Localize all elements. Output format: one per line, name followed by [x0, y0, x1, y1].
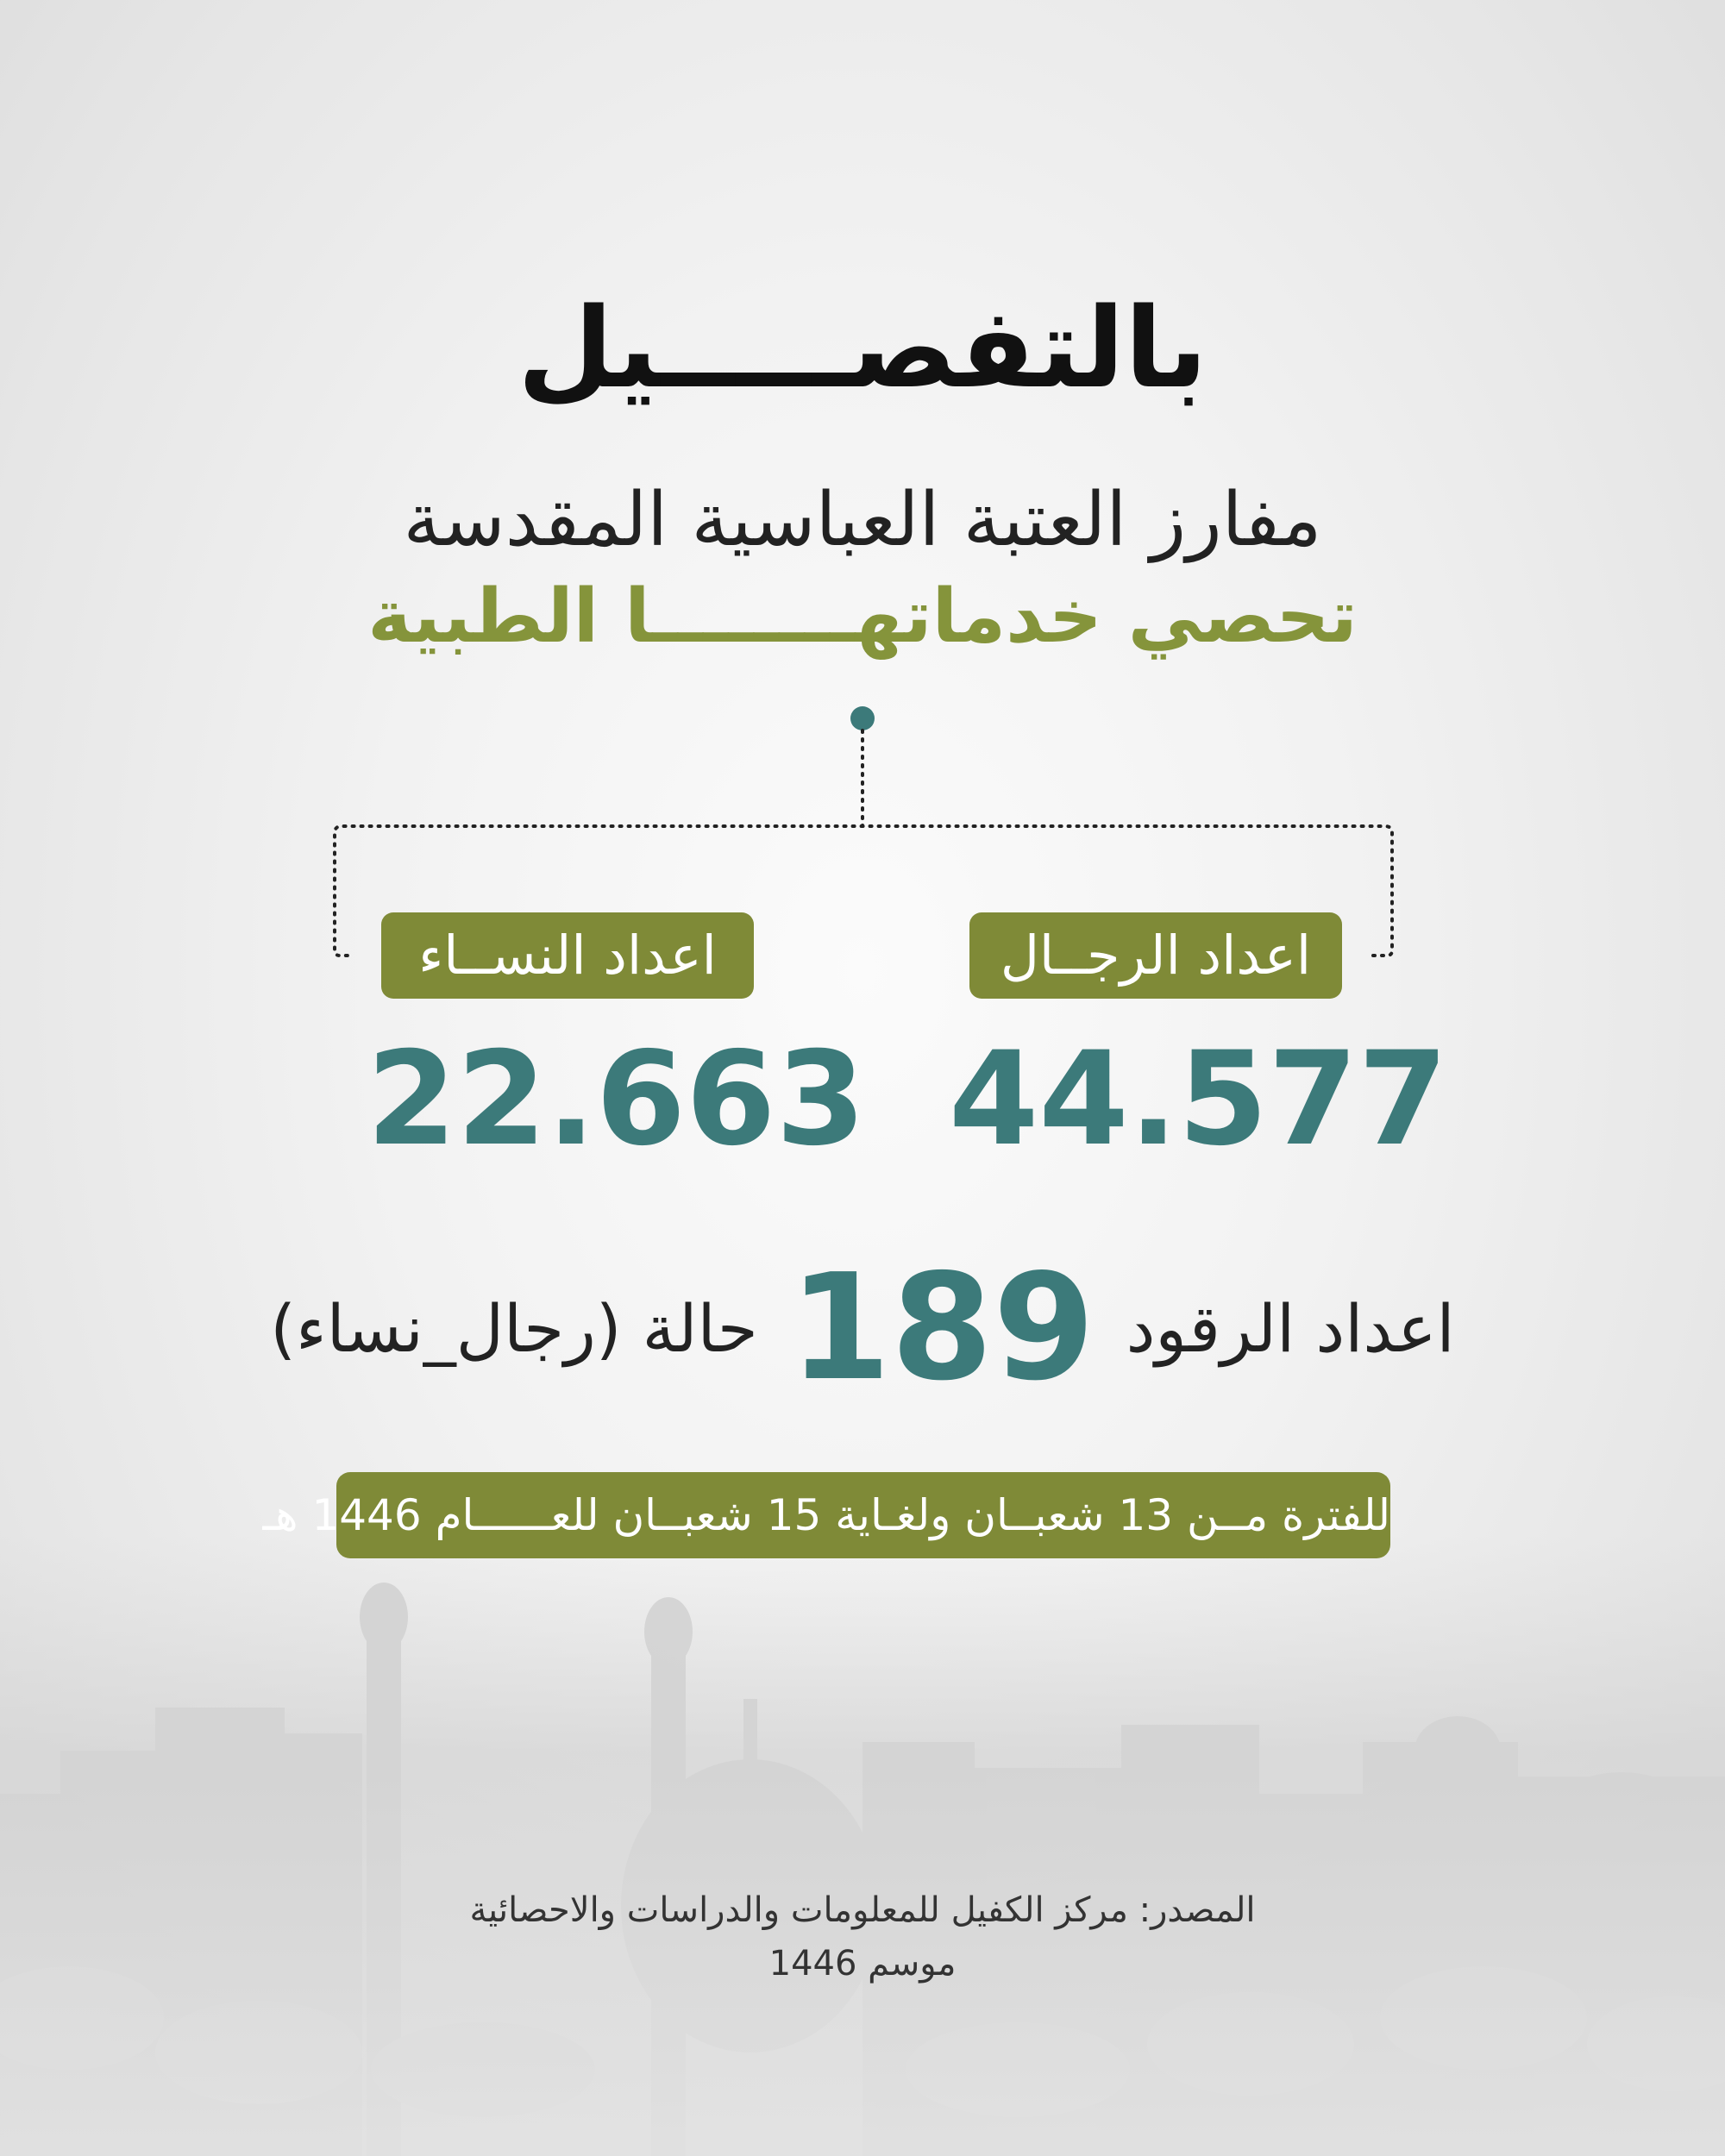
inpatient-label: اعداد الرقود [1126, 1289, 1455, 1367]
page-title: بالتفصـــــيل [518, 285, 1208, 413]
subtitle-line-1: مفارز العتبة العباسية المقدسة [403, 477, 1322, 563]
women-count-label: اعداد النســاء [381, 912, 754, 999]
inpatient-unit: حالة (رجال_نساء) [270, 1289, 758, 1367]
city-skyline-background [0, 1535, 1725, 2156]
dotted-connector [0, 690, 1725, 983]
connector-dot [850, 706, 875, 730]
inpatient-value: 189 [788, 1243, 1095, 1413]
women-count-value: 22.663 [367, 1025, 866, 1175]
subtitle-line-2: تحصي خدماتهــــــــا الطبية [367, 573, 1358, 660]
source-text: المصدر: مركز الكفيل للمعلومات والدراسات والاحصائية [469, 1890, 1256, 1930]
men-count-value: 44.577 [949, 1025, 1448, 1175]
inpatient-row [270, 1243, 1455, 1413]
men-count-label: اعداد الرجــال [969, 912, 1342, 999]
season-text: موسم 1446 [768, 1944, 957, 1984]
period-banner: للفترة مــن 13 شعبــان ولغـاية 15 شعبــان للعــــــام 1446 هـ [336, 1472, 1390, 1558]
